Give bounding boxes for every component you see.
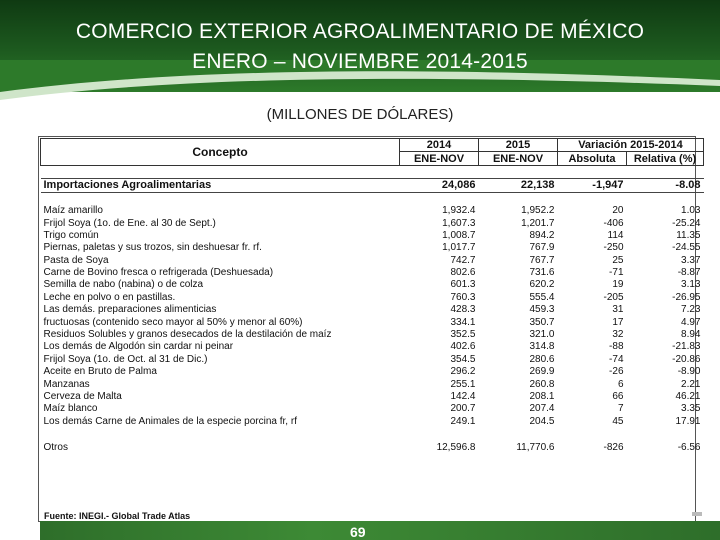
row-label: Los demás de Algodón sin cardar ni peinar xyxy=(43,341,234,353)
header-concepto: Concepto xyxy=(41,139,400,166)
row-2015: 767.7 xyxy=(529,254,555,266)
otros-label: Otros xyxy=(43,442,68,454)
otros-absoluta: -826 xyxy=(603,442,624,454)
header-absoluta: Absoluta xyxy=(558,152,627,165)
row-absoluta: -74 xyxy=(609,353,624,365)
row-2014: 1,932.4 xyxy=(442,205,476,217)
header-row-1 xyxy=(41,139,704,152)
row-2015: 207.4 xyxy=(529,403,555,415)
row-label: Manzanas xyxy=(43,378,90,390)
row-2015: 1,952.2 xyxy=(521,205,555,217)
otros-2015: 11,770.6 xyxy=(516,442,555,454)
row-relativa: 3.35 xyxy=(681,403,701,415)
row-relativa: 2.21 xyxy=(681,378,701,390)
row-absoluta: -205 xyxy=(603,291,624,303)
row-2015: 731.6 xyxy=(529,267,555,279)
row-relativa: -21.83 xyxy=(672,341,701,353)
row-2014: 601.3 xyxy=(450,279,476,291)
row-2015: 555.4 xyxy=(529,291,555,303)
row-2015: 280.6 xyxy=(529,353,555,365)
row-label: Cerveza de Malta xyxy=(43,391,122,402)
row-label: Carne de Bovino fresca o refrigerada (Deshuesada) xyxy=(43,267,274,279)
row-2014: 802.6 xyxy=(450,267,476,279)
row-label: Trigo común xyxy=(43,229,99,241)
row-relativa: -8.87 xyxy=(677,267,701,279)
row-label: Maíz blanco xyxy=(43,403,98,415)
header-2014-period: ENE-NOV xyxy=(400,152,479,165)
row-relativa: 3.37 xyxy=(681,254,701,266)
header-variacion: Variación 2015-2014 xyxy=(558,139,704,152)
row-2015: 767.9 xyxy=(529,242,555,254)
table-row xyxy=(41,403,704,415)
table-row xyxy=(41,304,704,316)
row-2015: 894.2 xyxy=(529,229,555,241)
row-relativa: 3.13 xyxy=(681,279,701,291)
row-relativa: 11.35 xyxy=(676,229,701,241)
row-2015: 269.9 xyxy=(529,366,555,378)
row-2014: 142.4 xyxy=(450,391,476,402)
row-2014: 1,607.3 xyxy=(442,217,476,229)
header-2015-period: ENE-NOV xyxy=(479,152,558,165)
table-row xyxy=(41,316,704,328)
row-label: Las demás. preparaciones alimenticias xyxy=(43,304,217,316)
row-2015: 459.3 xyxy=(529,304,555,316)
page-number: 69 xyxy=(350,524,366,540)
row-label: Semilla de nabo (nabina) o de colza xyxy=(43,279,204,291)
row-2015: 1,201.7 xyxy=(521,217,555,229)
table-row xyxy=(41,292,704,304)
otros-relativa: -6.56 xyxy=(677,442,701,454)
row-absoluta: 20 xyxy=(612,205,624,217)
row-absoluta: 66 xyxy=(612,391,624,402)
row-label: Residuos Solubles y granos desecados de la destilación de maíz xyxy=(43,329,332,341)
row-absoluta: -71 xyxy=(609,267,624,279)
row-relativa: -26.95 xyxy=(672,291,701,303)
total-absoluta: -1,947 xyxy=(558,179,627,192)
row-2015: 350.7 xyxy=(529,316,555,328)
table-row xyxy=(41,366,704,378)
row-absoluta: 19 xyxy=(612,279,624,291)
row-label: Piernas, paletas y sus trozos, sin deshuesar fr. rf. xyxy=(43,242,262,254)
row-relativa: -24.55 xyxy=(672,242,701,254)
otros-2014: 12,596.8 xyxy=(436,442,476,454)
row-2015: 260.8 xyxy=(529,378,555,390)
row-2014: 296.2 xyxy=(450,366,476,378)
row-absoluta: 7 xyxy=(617,403,624,415)
row-relativa: 46.21 xyxy=(675,391,701,402)
total-2014: 24,086 xyxy=(400,179,479,192)
product-rows xyxy=(41,205,704,428)
imports-table xyxy=(40,138,704,454)
row-absoluta: -88 xyxy=(609,341,624,353)
spacer-row xyxy=(41,192,704,205)
row-2015: 314.8 xyxy=(529,341,555,353)
row-label: fructuosas (contenido seco mayor al 50% y menor al 60%) xyxy=(43,316,303,328)
row-2014: 760.3 xyxy=(450,291,476,303)
row-2014: 742.7 xyxy=(450,254,476,266)
spacer-row xyxy=(41,165,704,178)
table-row xyxy=(41,242,704,254)
row-label: Frijol Soya (1o. de Ene. al 30 de Sept.) xyxy=(43,217,216,229)
total-row xyxy=(41,179,704,192)
row-2015: 321.0 xyxy=(529,329,555,341)
footer-bar xyxy=(40,521,720,540)
table-row xyxy=(41,267,704,279)
otros-row xyxy=(41,442,704,454)
row-relativa: 7.23 xyxy=(681,304,701,316)
row-2014: 428.3 xyxy=(450,304,476,316)
table-row xyxy=(41,329,704,341)
total-relativa: -8.08 xyxy=(627,179,704,192)
page-subtitle: (MILLONES DE DÓLARES) xyxy=(266,106,454,123)
row-2014: 249.1 xyxy=(450,415,476,427)
row-label: Aceite en Bruto de Palma xyxy=(43,366,157,378)
row-absoluta: -406 xyxy=(603,217,624,229)
total-2015: 22,138 xyxy=(479,179,558,192)
row-relativa: 1.03 xyxy=(681,205,701,217)
row-2014: 255.1 xyxy=(450,378,476,390)
row-absoluta: 31 xyxy=(612,304,624,316)
page-title-line1: COMERCIO EXTERIOR AGROALIMENTARIO DE MÉXICO xyxy=(75,20,645,43)
table-row xyxy=(41,378,704,390)
row-absoluta: 32 xyxy=(612,329,624,341)
row-2014: 1,017.7 xyxy=(442,242,476,254)
corner-mark xyxy=(692,512,702,516)
row-absoluta: -250 xyxy=(603,242,624,254)
row-2014: 402.6 xyxy=(450,341,476,353)
row-label: Leche en polvo o en pastillas. xyxy=(43,291,176,303)
header-2014: 2014 xyxy=(400,139,479,152)
row-relativa: 8.94 xyxy=(681,329,701,341)
source-note: Fuente: INEGI.- Global Trade Atlas xyxy=(44,511,191,521)
table-row xyxy=(41,391,704,403)
table-row xyxy=(41,217,704,229)
row-absoluta: 45 xyxy=(612,415,624,427)
row-relativa: -20.86 xyxy=(672,353,701,365)
total-label: Importaciones Agroalimentarias xyxy=(41,179,400,192)
row-label: Maíz amarillo xyxy=(43,205,103,217)
table-row xyxy=(41,341,704,353)
row-absoluta: 17 xyxy=(612,316,624,328)
header-2015: 2015 xyxy=(479,139,558,152)
row-absoluta: 114 xyxy=(607,229,624,241)
row-absoluta: 6 xyxy=(617,378,624,390)
header-relativa: Relativa (%) xyxy=(627,152,704,165)
row-absoluta: -26 xyxy=(609,366,624,378)
table-row xyxy=(41,255,704,267)
row-2014: 354.5 xyxy=(450,353,476,365)
row-2014: 334.1 xyxy=(450,316,476,328)
table-row xyxy=(41,416,704,428)
row-2015: 204.5 xyxy=(529,415,555,427)
row-relativa: -25.24 xyxy=(672,217,701,229)
row-2014: 352.5 xyxy=(450,329,476,341)
row-relativa: 17.91 xyxy=(675,415,701,427)
row-absoluta: 25 xyxy=(612,254,624,266)
row-label: Pasta de Soya xyxy=(43,254,109,266)
row-label: Frijol Soya (1o. de Oct. al 31 de Dic.) xyxy=(43,353,208,365)
page-title-line2: ENERO – NOVIEMBRE 2014-2015 xyxy=(192,50,528,73)
row-2014: 1,008.7 xyxy=(442,229,476,241)
row-relativa: -8.90 xyxy=(677,366,701,378)
table-row xyxy=(41,230,704,242)
spacer-row xyxy=(41,428,704,442)
table-row xyxy=(41,279,704,291)
row-2015: 208.1 xyxy=(529,391,555,402)
row-2015: 620.2 xyxy=(529,279,555,291)
table-row xyxy=(41,205,704,217)
row-2014: 200.7 xyxy=(450,403,476,415)
table-row xyxy=(41,354,704,366)
row-label: Los demás Carne de Animales de la especie porcina fr, rf xyxy=(43,415,297,427)
row-relativa: 4.97 xyxy=(681,316,701,328)
